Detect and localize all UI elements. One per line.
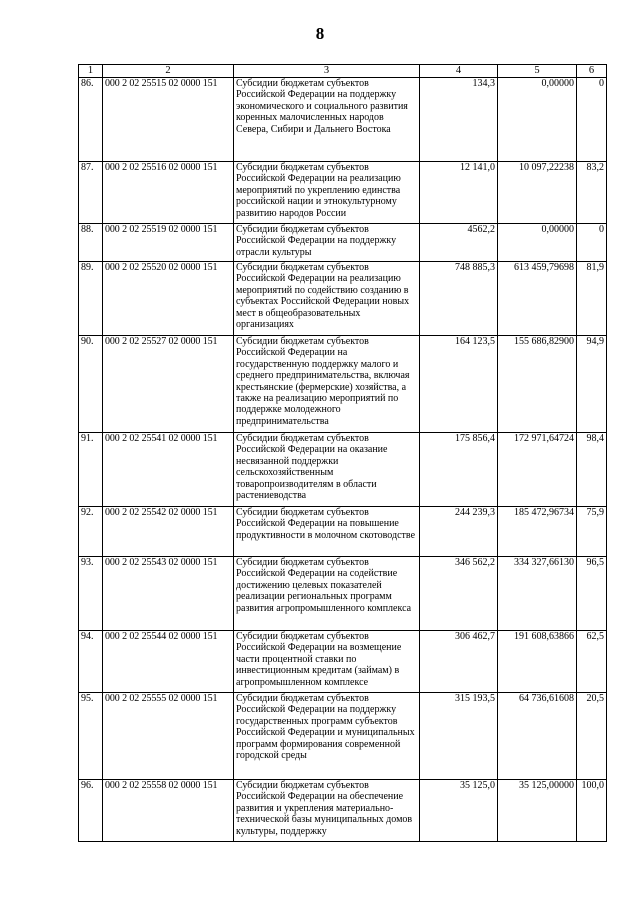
row-number: 89. xyxy=(79,262,103,336)
page-number: 8 xyxy=(315,24,325,43)
budget-code: 000 2 02 25542 02 0000 151 xyxy=(103,507,234,557)
row-number: 95. xyxy=(79,693,103,780)
table-row xyxy=(79,224,607,262)
planned-amount: 346 562,2 xyxy=(420,557,498,631)
subsidy-name: Субсидии бюджетам субъектов Российской Федерации на реализацию мероприятий по содействию созданию в субъектах Российской Федерации новых мест в общеобразовательных организациях xyxy=(234,262,420,336)
header-col-6: 6 xyxy=(577,65,607,78)
table-row xyxy=(79,780,607,842)
subsidy-name: Субсидии бюджетам субъектов Российской Федерации на обеспечение развития и укрепления материально-технической базы муниципальных домов культуры, поддержку xyxy=(234,780,420,842)
row-number: 88. xyxy=(79,224,103,262)
budget-code: 000 2 02 25520 02 0000 151 xyxy=(103,262,234,336)
budget-code: 000 2 02 25544 02 0000 151 xyxy=(103,631,234,693)
execution-percent: 0 xyxy=(577,78,607,162)
planned-amount: 315 193,5 xyxy=(420,693,498,780)
header-col-2: 2 xyxy=(103,65,234,78)
subsidy-name: Субсидии бюджетам субъектов Российской Федерации на оказание несвязанной поддержки сельскохозяйственным товаропроизводителям в области растениеводства xyxy=(234,433,420,507)
planned-amount: 4562,2 xyxy=(420,224,498,262)
executed-amount: 0,00000 xyxy=(498,224,577,262)
budget-code: 000 2 02 25555 02 0000 151 xyxy=(103,693,234,780)
execution-percent: 75,9 xyxy=(577,507,607,557)
table-row xyxy=(79,557,607,631)
row-number: 94. xyxy=(79,631,103,693)
budget-code: 000 2 02 25519 02 0000 151 xyxy=(103,224,234,262)
planned-amount: 12 141,0 xyxy=(420,162,498,224)
execution-percent: 94,9 xyxy=(577,336,607,433)
executed-amount: 0,00000 xyxy=(498,78,577,162)
table-row xyxy=(79,507,607,557)
subsidy-table xyxy=(78,64,607,842)
row-number: 92. xyxy=(79,507,103,557)
table-row xyxy=(79,631,607,693)
budget-code: 000 2 02 25541 02 0000 151 xyxy=(103,433,234,507)
row-number: 96. xyxy=(79,780,103,842)
header-col-5: 5 xyxy=(498,65,577,78)
budget-code: 000 2 02 25558 02 0000 151 xyxy=(103,780,234,842)
subsidy-name: Субсидии бюджетам субъектов Российской Федерации на поддержку государственных программ субъектов Российской Федерации и муниципальных программ формирования современной городской среды xyxy=(234,693,420,780)
planned-amount: 748 885,3 xyxy=(420,262,498,336)
subsidy-name: Субсидии бюджетам субъектов Российской Федерации на поддержку отрасли культуры xyxy=(234,224,420,262)
executed-amount: 155 686,82900 xyxy=(498,336,577,433)
table-row xyxy=(79,336,607,433)
planned-amount: 134,3 xyxy=(420,78,498,162)
budget-code: 000 2 02 25527 02 0000 151 xyxy=(103,336,234,433)
row-number: 87. xyxy=(79,162,103,224)
header-col-3: 3 xyxy=(234,65,420,78)
planned-amount: 244 239,3 xyxy=(420,507,498,557)
planned-amount: 306 462,7 xyxy=(420,631,498,693)
table-row xyxy=(79,433,607,507)
executed-amount: 35 125,00000 xyxy=(498,780,577,842)
table-row xyxy=(79,693,607,780)
table-row xyxy=(79,78,607,162)
row-number: 86. xyxy=(79,78,103,162)
execution-percent: 83,2 xyxy=(577,162,607,224)
subsidy-name: Субсидии бюджетам субъектов Российской Федерации на содействие достижению целевых показателей реализации региональных программ развития агропромышленного комплекса xyxy=(234,557,420,631)
table-row xyxy=(79,262,607,336)
table-header-row xyxy=(79,65,607,78)
header-col-4: 4 xyxy=(420,65,498,78)
subsidy-name: Субсидии бюджетам субъектов Российской Федерации на повышение продуктивности в молочном скотоводстве xyxy=(234,507,420,557)
planned-amount: 164 123,5 xyxy=(420,336,498,433)
planned-amount: 35 125,0 xyxy=(420,780,498,842)
subsidy-name: Субсидии бюджетам субъектов Российской Федерации на реализацию мероприятий по укреплению единства российской нации и этнокультурному развитию народов России xyxy=(234,162,420,224)
header-col-1: 1 xyxy=(79,65,103,78)
execution-percent: 98,4 xyxy=(577,433,607,507)
row-number: 90. xyxy=(79,336,103,433)
subsidy-name: Субсидии бюджетам субъектов Российской Федерации на государственную поддержку малого и среднего предпринимательства, включая крестьянские (фермерские) хозяйства, а также на реализацию мероприятий по поддержке молодежного предпринимательства xyxy=(234,336,420,433)
table-row xyxy=(79,162,607,224)
executed-amount: 191 608,63866 xyxy=(498,631,577,693)
execution-percent: 96,5 xyxy=(577,557,607,631)
subsidy-name: Субсидии бюджетам субъектов Российской Федерации на возмещение части процентной ставки по инвестиционным кредитам (займам) в агропромышленном комплексе xyxy=(234,631,420,693)
subsidy-name: Субсидии бюджетам субъектов Российской Федерации на поддержку экономического и социального развития коренных малочисленных народов Севера, Сибири и Дальнего Востока xyxy=(234,78,420,162)
execution-percent: 0 xyxy=(577,224,607,262)
executed-amount: 10 097,22238 xyxy=(498,162,577,224)
budget-code: 000 2 02 25516 02 0000 151 xyxy=(103,162,234,224)
execution-percent: 62,5 xyxy=(577,631,607,693)
executed-amount: 185 472,96734 xyxy=(498,507,577,557)
execution-percent: 81,9 xyxy=(577,262,607,336)
row-number: 91. xyxy=(79,433,103,507)
budget-code: 000 2 02 25515 02 0000 151 xyxy=(103,78,234,162)
executed-amount: 172 971,64724 xyxy=(498,433,577,507)
execution-percent: 20,5 xyxy=(577,693,607,780)
planned-amount: 175 856,4 xyxy=(420,433,498,507)
budget-code: 000 2 02 25543 02 0000 151 xyxy=(103,557,234,631)
executed-amount: 613 459,79698 xyxy=(498,262,577,336)
execution-percent: 100,0 xyxy=(577,780,607,842)
executed-amount: 64 736,61608 xyxy=(498,693,577,780)
executed-amount: 334 327,66130 xyxy=(498,557,577,631)
row-number: 93. xyxy=(79,557,103,631)
